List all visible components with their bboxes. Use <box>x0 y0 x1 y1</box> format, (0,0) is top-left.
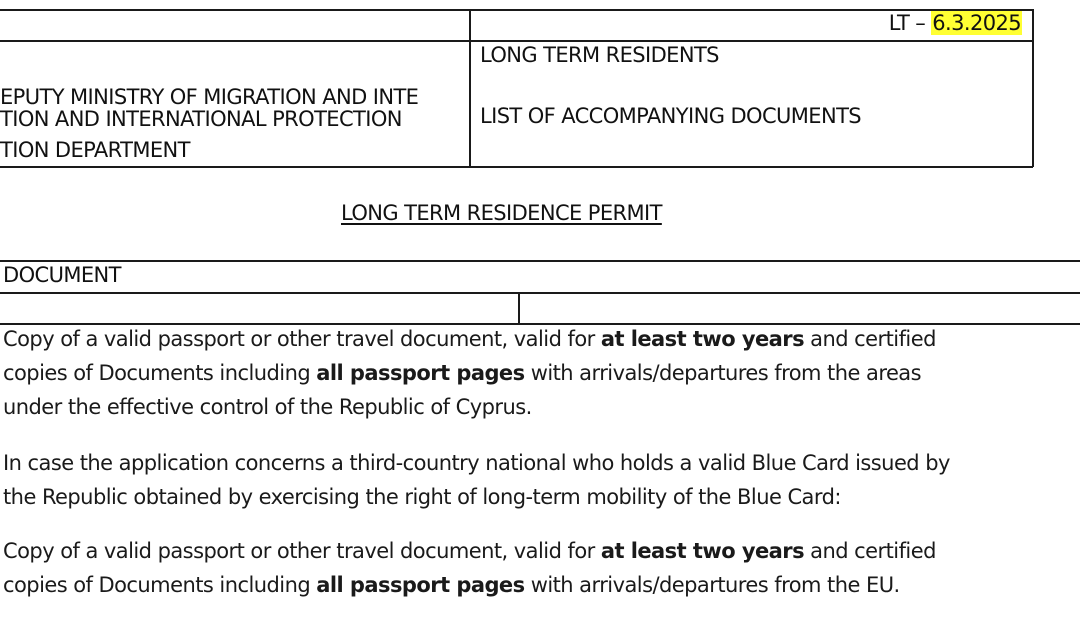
table-top-border <box>0 260 1080 262</box>
text-span: and certified <box>804 327 936 351</box>
header-right-border <box>1032 9 1034 167</box>
text-span: copies of Documents including <box>3 361 317 385</box>
paragraph-line: under the effective control of the Republic of Cyprus. <box>3 395 532 419</box>
paragraph-line <box>3 568 936 602</box>
page-title: LONG TERM RESIDENCE PERMIT <box>341 201 662 225</box>
header-top-border <box>0 9 1033 11</box>
paragraph-line <box>3 534 936 568</box>
paragraph-blue-card <box>3 446 950 514</box>
text-span: with arrivals/departures from the EU. <box>524 573 900 597</box>
ministry-line-1: EPUTY MINISTRY OF MIGRATION AND INTE <box>0 85 419 109</box>
paragraph-line: the Republic obtained by exercising the right of long-term mobility of the Blue Card: <box>3 485 841 509</box>
text-span: with arrivals/departures from the areas <box>524 361 922 385</box>
text-span: Copy of a valid passport or other travel document, valid for <box>3 327 601 351</box>
table-header-bottom-border <box>0 292 1080 294</box>
header-mid-border <box>0 40 1033 42</box>
paragraph-line <box>3 356 936 390</box>
ministry-line-3: TION DEPARTMENT <box>0 138 190 162</box>
bold-text: at least two years <box>600 539 805 563</box>
category-title: LONG TERM RESIDENTS <box>480 43 719 67</box>
paragraph-line: In case the application concerns a third-country national who holds a valid Blue Card issued by <box>3 451 950 475</box>
header-center-divider <box>469 9 471 167</box>
list-title: LIST OF ACCOMPANYING DOCUMENTS <box>480 104 862 128</box>
reference-code <box>889 11 1022 35</box>
ministry-line-2: TION AND INTERNATIONAL PROTECTION <box>0 107 402 131</box>
text-span: Copy of a valid passport or other travel document, valid for <box>3 539 601 563</box>
paragraph-passport-validity <box>3 322 936 424</box>
paragraph-line <box>3 322 936 356</box>
text-span: and certified <box>804 539 936 563</box>
text-span: copies of Documents including <box>3 573 317 597</box>
paragraph-passport-eu <box>3 534 936 602</box>
bold-text: all passport pages <box>316 361 525 385</box>
table-column-divider <box>518 292 520 324</box>
header-bottom-border <box>0 166 1033 168</box>
bold-text: at least two years <box>600 327 805 351</box>
reference-prefix: LT – <box>888 11 932 35</box>
bold-text: all passport pages <box>316 573 525 597</box>
reference-date: 6.3.2025 <box>932 11 1021 35</box>
document-column-header: DOCUMENT <box>3 263 121 287</box>
